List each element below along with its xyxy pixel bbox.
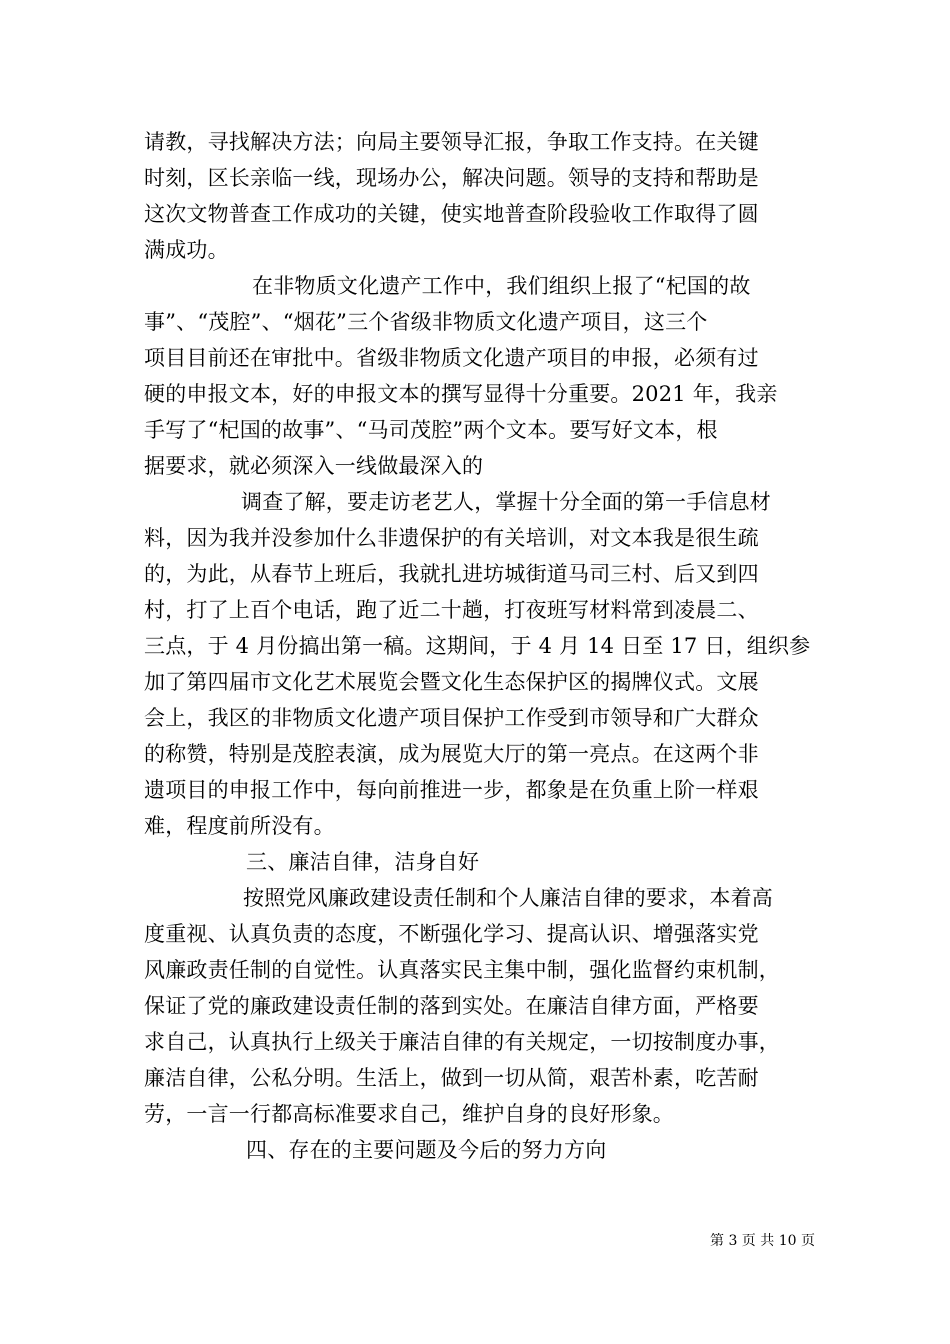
text-line: 在非物质文化遗产工作中，我们组织上报了“杞国的故	[252, 274, 751, 298]
text-line: 廉洁自律，公私分明。生活上，做到一切从简，艰苦朴素，吃苦耐	[144, 1066, 759, 1090]
text-line: 调查了解，要走访老艺人，掌握十分全面的第一手信息材	[241, 490, 771, 514]
text-line: 村，打了上百个电话，跑了近二十趟，打夜班写材料常到凌晨二、	[144, 598, 759, 622]
text-line: 事”、“茂腔”、“烟花”三个省级非物质文化遗产项目，这三个	[144, 310, 708, 334]
text-line: 度重视、认真负责的态度，不断强化学习、提高认识、增强落实党	[144, 922, 759, 946]
text-line: 的称赞，特别是茂腔表演，成为展览大厅的第一亮点。在这两个非	[144, 742, 759, 766]
text-line: 项目目前还在审批中。省级非物质文化遗产项目的申报，必须有过	[144, 346, 759, 370]
text-line: 手写了“杞国的故事”、“马司茂腔”两个文本。要写好文本，根	[144, 418, 718, 442]
section-heading: 三、廉洁自律，洁身自好	[246, 850, 480, 874]
text-line: 请教，寻找解决方法；向局主要领导汇报，争取工作支持。在关键	[144, 130, 759, 154]
text-line: 会上，我区的非物质文化遗产项目保护工作受到市领导和广大群众	[144, 706, 759, 730]
section-heading: 四、存在的主要问题及今后的努力方向	[246, 1138, 607, 1162]
text-line: 遗项目的申报工作中，每向前推进一步，都象是在负重上阶一样艰	[144, 778, 759, 802]
text-line: 硬的申报文本，好的申报文本的撰写显得十分重要。2021 年，我亲	[144, 382, 778, 406]
text-line: 加了第四届市文化艺术展览会暨文化生态保护区的揭牌仪式。文展	[144, 670, 759, 694]
text-line: 料，因为我并没参加什么非遗保护的有关培训，对文本我是很生疏	[144, 526, 759, 550]
text-line: 时刻，区长亲临一线，现场办公，解决问题。领导的支持和帮助是	[144, 166, 759, 190]
text-line: 满成功。	[144, 238, 229, 262]
text-line: 求自己，认真执行上级关于廉洁自律的有关规定，一切按制度办事，	[144, 1030, 780, 1054]
text-line: 难，程度前所没有。	[144, 814, 335, 838]
text-line: 这次文物普查工作成功的关键，使实地普查阶段验收工作取得了圆	[144, 202, 759, 226]
text-line: 劳，一言一行都高标准要求自己，维护自身的良好形象。	[144, 1102, 674, 1126]
text-line: 按照党风廉政建设责任制和个人廉洁自律的要求，本着高	[243, 886, 773, 910]
text-line: 的，为此，从春节上班后，我就扎进坊城街道马司三村、后又到四	[144, 562, 759, 586]
text-line: 三点，于 4 月份搞出第一稿。这期间，于 4 月 14 日至 17 日，组织参	[144, 634, 811, 658]
text-line: 据要求，就必须深入一线做最深入的	[144, 454, 484, 478]
text-line: 风廉政责任制的自觉性。认真落实民主集中制，强化监督约束机制，	[144, 958, 780, 982]
text-line: 保证了党的廉政建设责任制的落到实处。在廉洁自律方面，严格要	[144, 994, 759, 1018]
page-number: 第 3 页 共 10 页	[710, 1233, 815, 1249]
